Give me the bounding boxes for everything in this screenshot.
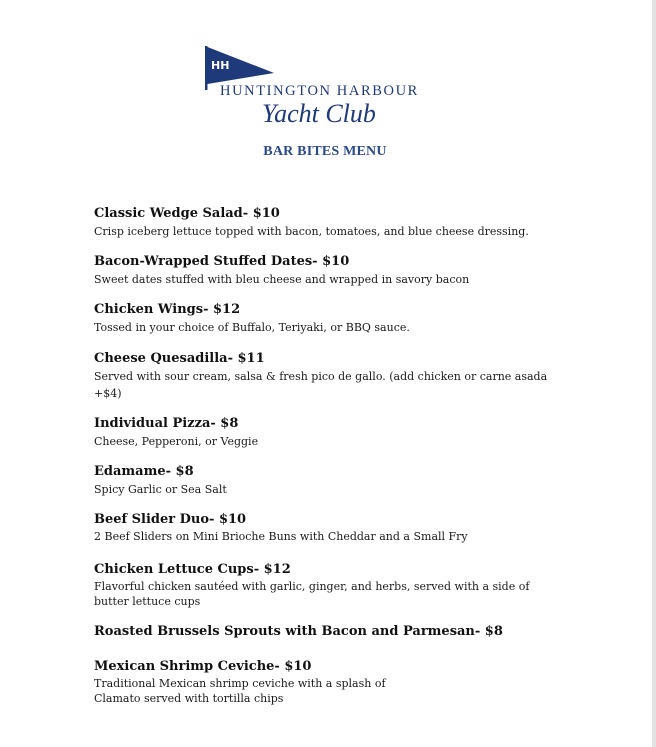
item-name: Cheese Quesadilla- $11 — [94, 351, 265, 366]
page-edge — [652, 0, 656, 747]
item-description: Crisp iceberg lettuce topped with bacon, tomatoes, and blue cheese dressing. — [94, 225, 529, 238]
item-name: Chicken Lettuce Cups- $12 — [94, 562, 291, 577]
menu-item — [94, 253, 564, 288]
menu-title: BAR BITES MENU — [263, 144, 387, 159]
item-name: Classic Wedge Salad- $10 — [94, 206, 280, 221]
menu-item — [94, 205, 564, 240]
item-description: Traditional Mexican shrimp ceviche with a splash of Clamato served with tortilla chips — [94, 677, 386, 705]
item-name: Bacon-Wrapped Stuffed Dates- $10 — [94, 254, 350, 269]
item-description: Flavorful chicken sautéed with garlic, ginger, and herbs, served with a side of butter lettuce cups — [94, 580, 530, 608]
item-name: Edamame- $8 — [94, 464, 194, 479]
item-name: Beef Slider Duo- $10 — [94, 512, 247, 527]
item-description: Sweet dates stuffed with bleu cheese and wrapped in savory bacon — [94, 273, 470, 286]
item-name: Roasted Brussels Sprouts with Bacon and Parmesan- $8 — [94, 624, 503, 639]
club-logo — [200, 44, 450, 134]
item-name: Individual Pizza- $8 — [94, 416, 239, 431]
menu-item — [94, 463, 564, 498]
item-description: Cheese, Pepperoni, or Veggie — [94, 435, 259, 448]
item-name: Mexican Shrimp Ceviche- $10 — [94, 659, 312, 674]
item-name: Chicken Wings- $12 — [94, 302, 241, 317]
menu-item — [94, 301, 564, 336]
menu-item — [94, 561, 564, 609]
flag-monogram: HH — [211, 59, 230, 72]
pennant-flag-icon — [200, 44, 450, 134]
item-description: Served with sour cream, salsa & fresh pico de gallo. (add chicken or carne asada +$4) — [94, 370, 548, 400]
menu-item — [94, 623, 564, 640]
item-description: Tossed in your choice of Buffalo, Teriyaki, or BBQ sauce. — [94, 321, 410, 334]
item-description: 2 Beef Sliders on Mini Brioche Buns with Cheddar and a Small Fry — [94, 530, 468, 543]
menu-item — [94, 511, 564, 544]
menu-item — [94, 415, 564, 450]
menu-item — [94, 658, 564, 706]
logo-name-line2: Yacht Club — [262, 99, 376, 128]
menu-item — [94, 350, 564, 402]
logo-name-line1: HUNTINGTON HARBOUR — [220, 83, 419, 99]
item-description: Spicy Garlic or Sea Salt — [94, 483, 227, 496]
